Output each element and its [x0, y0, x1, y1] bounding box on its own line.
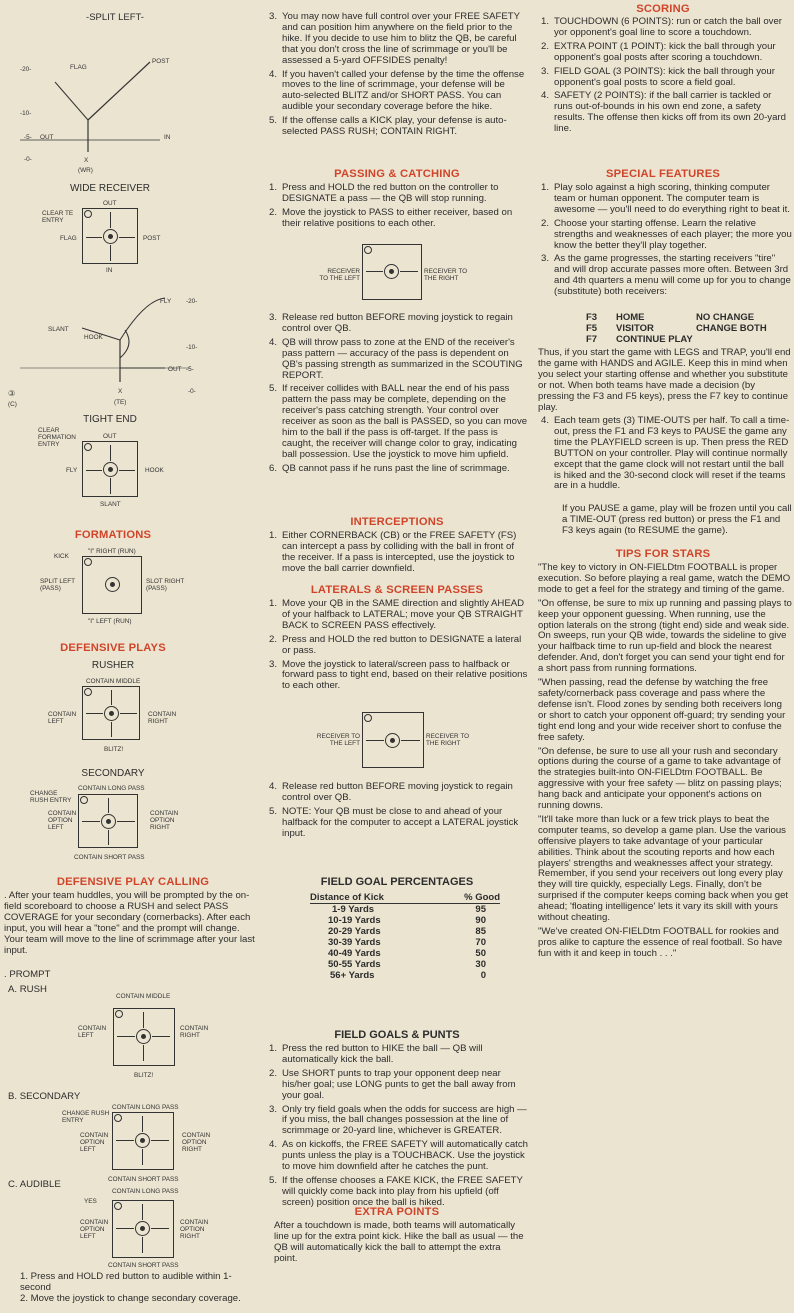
te-mark-10: -10- [186, 344, 198, 351]
passing-catching-heading: PASSING & CATCHING [334, 168, 460, 180]
sec-left-label: CONTAIN OPTION LEFT [48, 810, 77, 831]
te-mark-5: -5- [186, 366, 194, 373]
prompt-rush-circle-icon [115, 1010, 123, 1018]
rush-right-label: CONTAIN RIGHT [148, 711, 177, 725]
center-label: (C) [8, 401, 17, 408]
prompt-sec-bottom: CONTAIN SHORT PASS [108, 1176, 179, 1183]
tip-paragraph: "On defense, be sure to use all your rush and secondary options during the course of a game to take advantage of the strategies built-into ON-FIELDtm FOOTBALL. Be aggressive with your free safety — blitz on passing plays; hang back and anticipate your opponent's actions on running downs. [538, 745, 782, 812]
table-row: 40-49 Yards 50 [328, 948, 486, 959]
tip-paragraph: "It'll take more than luck or a few trick plays to beat the computer teams, so develop a game plan. Use the various offensive players to take advantage of your particular abilities. Think about the scouting reports and how each players' strengths and weaknesses affect your strategy. Remember, if you send your receivers out long every play they will tire quickly, especially Legs. Finally, don't be surprised if the computer keeps coming back when you get ahead; 'floating intelligence' lets it vary its skill with yours without cheating. [538, 813, 789, 924]
dpc-text: . After your team huddles, you will be prompted by the on-field scoreboard to choose a RUSH and select PASS COVERAGE for your secondary (cornerbacks). After each input, you will hear a "tone" and the prompt will change. Your team will move to the line of scrimmage after your last input. [4, 890, 255, 956]
prompt-sec-change: CHANGE RUSH ENTRY [62, 1110, 110, 1124]
rusher-title: RUSHER [91, 660, 135, 671]
prompt-rush-right: CONTAIN RIGHT [180, 1025, 209, 1039]
interceptions-list [266, 531, 528, 578]
list-item: 2. Use SHORT punts to trap your opponent deep near his/her goal; use LONG punts to get the ball away from your goal. [269, 1067, 516, 1101]
prompt-sec-player-icon [135, 1133, 150, 1148]
sec-change-label: CHANGE RUSH ENTRY [30, 790, 72, 804]
te-box-out: OUT [103, 433, 117, 440]
player-position-icon [103, 229, 118, 244]
tips-body [538, 563, 792, 963]
audible-step-1: 1. Press and HOLD red button to audible within 1-second [20, 1271, 232, 1293]
route-x-label: X [84, 157, 89, 164]
table-row: 1-9 Yards 95 [332, 904, 486, 915]
aud-top: CONTAIN LONG PASS [112, 1188, 179, 1195]
list-item: 1. Either CORNERBACK (CB) or the FREE SAFETY (FS) can intercept a pass by colliding with the ball in front of the receiver. If a pass is intercepted, use the joystick to move the ball carrier downfield. [269, 530, 517, 574]
sec-top-label: CONTAIN LONG PASS [78, 785, 145, 792]
te-player-icon [103, 462, 118, 477]
recv-left-label: RECEIVER TO THE LEFT [319, 268, 360, 282]
table-row: F5 VISITOR CHANGE BOTH [586, 323, 767, 334]
prompt-sec-circle-icon [114, 1114, 122, 1122]
table-row: F3 HOME NO CHANGE [586, 312, 755, 323]
te-clear-label: CLEAR FORMATION ENTRY [38, 427, 76, 448]
rush-top-label: CONTAIN MIDDLE [86, 678, 141, 685]
rush-entry-circle-icon [84, 688, 92, 696]
tip-paragraph: "We've created ON-FIELDtm FOOTBALL for rookies and pros alike to capture the essence of real football. So have fun with it and keep in touch . . ." [538, 926, 783, 959]
form-i-right-label: "I" RIGHT (RUN) [88, 548, 136, 555]
form-kick-label: KICK [54, 553, 69, 560]
sec-bottom-label: CONTAIN SHORT PASS [74, 854, 145, 861]
rush-left-label: CONTAIN LEFT [48, 711, 77, 725]
table-row: 56+ Yards 0 [330, 970, 486, 981]
mark-5: -5- [24, 134, 32, 141]
list-item: 6. QB cannot pass if he runs past the line of scrimmage. [269, 462, 510, 474]
defense-steps-list [266, 12, 528, 141]
route-flag-label: FLAG [70, 64, 87, 71]
tip-paragraph: "The key to victory in ON-FIELDtm FOOTBALL is proper execution. So before playing a real game, watch the DEMO mode to get a feel for the strategy and timing of the game. [538, 562, 791, 595]
scoring-heading: SCORING [636, 3, 690, 15]
te-slant-label: SLANT [48, 326, 69, 333]
form-split-left-label: SPLIT LEFT (PASS) [40, 578, 75, 592]
list-item: 4. Each team gets (3) TIME-OUTS per half. To call a time-out, press the F1 and F3 keys to PAUSE the game any time the PLAYFIELD screen is up. Then press the RED BUTTON on your controller. Play will continue normally except that the game clock will not restart until the ball is hiked and the 30-second clock will reset if the teams are in a huddle. [541, 415, 790, 492]
prompt-rush-bottom: BLITZ! [134, 1072, 154, 1079]
list-item: 4. If you haven't called your defense by the time the offense moves to the line of scrimmage, your defense will be auto-selected BLITZ and/or SHORT PASS. You can audible your secondary coverage before the hike. [269, 68, 525, 113]
defensive-play-calling-heading: DEFENSIVE PLAY CALLING [56, 876, 210, 888]
defensive-plays-heading: DEFENSIVE PLAYS [60, 642, 166, 654]
c-audible-label: C. AUDIBLE [8, 1179, 61, 1190]
wr-post-label: POST [143, 235, 161, 242]
table-row: F7 CONTINUE PLAY [586, 334, 693, 345]
recv2-circle-icon [364, 714, 372, 722]
list-item: 1. Press and HOLD the red button on the controller to DESIGNATE a pass — the QB will stop running. [269, 182, 499, 204]
wr-in-label: IN [106, 267, 113, 274]
list-item: 1. Play solo against a high scoring, thinking computer team or human opponent. The computer team is awesome — you'll need to do everything right to beat it. [541, 182, 790, 215]
special-list-4 [538, 416, 792, 495]
function-keys-table [586, 312, 786, 345]
wr-flag-label: FLAG [60, 235, 77, 242]
center-symbol: ③ [8, 389, 16, 398]
route-post-label: POST [152, 58, 170, 65]
te-te-label: (TE) [114, 399, 127, 406]
wr-clear-label: CLEAR TE ENTRY [42, 210, 74, 224]
b-secondary-label: B. SECONDARY [8, 1091, 81, 1102]
mark-10: -10- [20, 110, 32, 117]
list-item: 2. Choose your starting offense. Learn the relative strengths and weaknesses of each player; the more you know the better they'll play together. [541, 217, 792, 251]
te-mark-0: -0- [188, 388, 196, 395]
te-fly-label: FLY [160, 298, 172, 305]
list-item: 4. QB will throw pass to zone at the END of the receiver's pass pattern — accuracy of the pass is dependent on QB's passing strength as summarized in the SCOUTING REPORT. [269, 336, 523, 381]
prompt-rush-left: CONTAIN LEFT [78, 1025, 107, 1039]
interceptions-heading: INTERCEPTIONS [350, 516, 444, 528]
list-item: 2. Press and HOLD the red button to DESIGNATE a lateral or pass. [269, 633, 522, 656]
table-row: 50-55 Yards 30 [328, 959, 486, 970]
qb2-position-icon [385, 733, 400, 748]
list-item: 4. As on kickoffs, the FREE SAFETY will automatically catch punts unless the play is a TOUCHBACK. Use the joystick to move him downfield after he catches the punt. [269, 1139, 528, 1173]
tip-paragraph: "On offense, be sure to mix up running and passing plays to keep your opponent guessing. When running, use the option laterals on the strong (tight end) side and weak side. On sweeps, run your QB wide, towards the sideline to give your halfback time to run up-field and block the nearest defender. And, don't forget you can send your tight end for a short pass from running formations. [538, 597, 792, 675]
extra-points-text: After a touchdown is made, both teams will automatically line up for the extra point kick. Hike the ball as usual — the QB will automatically kick the ball to attempt the extra point. [274, 1220, 524, 1264]
aud-bottom: CONTAIN SHORT PASS [108, 1262, 179, 1269]
scoring-list [538, 17, 792, 138]
list-item: 1. Press the red button to HIKE the ball — QB will automatically kick the ball. [269, 1043, 483, 1065]
rush-bottom-label: BLITZ! [104, 746, 124, 753]
entry-circle-icon [84, 210, 92, 218]
special-list [538, 183, 792, 301]
mark-0: -0- [24, 156, 32, 163]
table-row: 20-29 Yards 85 [328, 926, 486, 937]
tip-paragraph: "When passing, read the defense by watching the free safety/cornerback pass coverage and pass where the defense isn't. Flood zones by sending both receivers long or short to catch your opponent off-guard; try sending your tight end long and your wide receiver short to confuse the free safety. [538, 677, 786, 743]
te-hook-label: HOOK [84, 334, 103, 341]
fg-percentages-title: FIELD GOAL PERCENTAGES [320, 876, 474, 888]
form-player-icon [105, 577, 120, 592]
prompt-sec-right: CONTAIN OPTION RIGHT [182, 1132, 211, 1153]
list-item: 5. If the offense chooses a FAKE KICK, the FREE SAFETY will quickly come back into play from his upfield (off screen) position once the ball is hiked. [269, 1174, 523, 1208]
table-row: 10-19 Yards 90 [328, 915, 486, 926]
sec-entry-circle-icon [80, 796, 88, 804]
audible-step-2: 2. Move the joystick to change secondary coverage. [20, 1293, 241, 1304]
tips-heading: TIPS FOR STARS [615, 548, 711, 560]
list-item: 2. EXTRA POINT (1 POINT): kick the ball through your opponent's goal posts after scoring a touchdown. [541, 40, 776, 63]
laterals-list-1 [266, 599, 528, 695]
prompt-sec-top: CONTAIN LONG PASS [112, 1104, 179, 1111]
extra-points-heading: EXTRA POINTS [354, 1206, 440, 1218]
recv-right-label: RECEIVER TO THE RIGHT [424, 268, 468, 282]
list-item: 1. Move your QB in the SAME direction and slightly AHEAD of your halfback to LATERAL; move your QB STRAIGHT BACK to SCREEN PASS effectively. [269, 598, 525, 631]
qb-position-icon [384, 264, 399, 279]
aud-player-icon [135, 1221, 150, 1236]
route-in-label: IN [164, 134, 171, 141]
recv-circle-icon [364, 246, 372, 254]
prompt-label: . PROMPT [4, 969, 51, 980]
secondary-title: SECONDARY [81, 768, 145, 779]
list-item: 2. Move the joystick to PASS to either receiver, based on their relative positions to each other. [269, 206, 513, 229]
split-left-title: -SPLIT LEFT- [86, 12, 144, 23]
prompt-sec-left: CONTAIN OPTION LEFT [80, 1132, 109, 1153]
table-row: 30-39 Yards 70 [328, 937, 486, 948]
fg-head-good: % Good [464, 892, 500, 903]
fg-head-distance: Distance of Kick [310, 892, 384, 903]
list-item: 3. Release red button BEFORE moving joystick to regain control over QB. [269, 312, 513, 334]
list-item: 3. You may now have full control over your FREE SAFETY and can position him anywhere on the field prior to the hike. If you decide to use him to blitz the QB, be careful that you don't cross the line of scrimmage or you'll be assessed a 5-yard OFFSIDES penalty! [269, 11, 520, 66]
aud-circle-icon [114, 1202, 122, 1210]
passing-list-1 [266, 183, 528, 233]
formations-heading: FORMATIONS [74, 529, 152, 541]
route-out-label: OUT [40, 134, 54, 141]
passing-list-2 [266, 313, 528, 478]
sec-player-icon [101, 814, 116, 829]
list-item: 5. If receiver collides with BALL near the end of his pass pattern the pass may be complete, depending on the receiver's pass catching strength. Your control over receiver as soon as the ball is PASSED, so you can move him to the ball if the pass is off-target. If the pass is caught, the receiver will change color to gray, indicating ball possession. Use the joystick to move him upfield. [269, 383, 528, 460]
te-box-fly: FLY [66, 467, 78, 474]
list-item: 5. NOTE: Your QB must be close to and ahead of your halfback for the computer to accept a LATERAL joystick input. [269, 805, 519, 839]
sec-right-label: CONTAIN OPTION RIGHT [150, 810, 179, 831]
route-wr-label: (WR) [78, 167, 93, 174]
te-box-hook: HOOK [145, 467, 164, 474]
aud-right: CONTAIN OPTION RIGHT [180, 1219, 209, 1240]
fg-punts-list [266, 1044, 528, 1212]
te-mark-20: -20- [186, 298, 198, 305]
prompt-rush-player-icon [136, 1029, 151, 1044]
list-item: 3. Only try field goals when the odds for success are high — if you miss, the ball changes possession at the line of scrimmage or 20-yard line, whichever is GREATER. [269, 1103, 527, 1137]
form-slot-right-label: SLOT RIGHT (PASS) [146, 578, 185, 592]
pause-paragraph: If you PAUSE a game, play will be frozen until you call a TIME-OUT (press red button) or press the F1 and F3 keys again (to RESUME the game). [562, 503, 792, 536]
list-item: 3. FIELD GOAL (3 POINTS): kick the ball through your opponent's goal posts to score a field goal. [541, 65, 775, 88]
wide-receiver-title: WIDE RECEIVER [69, 183, 150, 194]
route-lines [0, 0, 262, 180]
te-box-slant: SLANT [100, 501, 121, 508]
aud-yes: YES [84, 1198, 97, 1205]
recv2-left-label: RECEIVER TO THE LEFT [316, 733, 360, 747]
laterals-list-2 [266, 782, 528, 843]
list-item: 5. If the offense calls a KICK play, your defense is auto-selected PASS RUSH; CONTAIN RIGHT. [269, 115, 507, 138]
te-x-label: X [118, 388, 123, 395]
list-item: 3. As the game progresses, the starting receivers "tire" and will drop accurate passes more often. Between 3rd and 4th quarters a menu will come up for you to change (substitute) both receivers: [541, 253, 791, 298]
list-item: 3. Move the joystick to lateral/screen pass to halfback or forward pass to tight end, based on their relative positions to each other. [269, 658, 528, 692]
fg-table [310, 892, 500, 981]
form-entry-circle-icon [84, 558, 92, 566]
te-out-label: OUT [168, 366, 182, 373]
prompt-rush-top: CONTAIN MIDDLE [116, 993, 171, 1000]
laterals-heading: LATERALS & SCREEN PASSES [310, 584, 484, 596]
aud-left: CONTAIN OPTION LEFT [80, 1219, 109, 1240]
te-entry-circle-icon [84, 443, 92, 451]
wr-out-label: OUT [103, 200, 117, 207]
thus-paragraph: Thus, if you start the game with LEGS and TRAP, you'll end the game with HANDS and AGILE. Keep this in mind when you select your starting offense and whether you substitute or not. When both teams have made a decision (by pressing the F3 and F5 keys), press the F7 key to continue play. [538, 347, 791, 413]
form-i-left-label: "I" LEFT (RUN) [88, 618, 132, 625]
rush-player-icon [104, 706, 119, 721]
fg-punts-title: FIELD GOALS & PUNTS [334, 1029, 460, 1041]
recv2-right-label: RECEIVER TO THE RIGHT [426, 733, 470, 747]
list-item: 4. SAFETY (2 POINTS): if the ball carrier is tackled or runs out-of-bounds in his own end zone, a safety results. The offense then kicks off from its own 20-yard line. [541, 90, 786, 135]
tight-end-title: TIGHT END [83, 414, 137, 425]
list-item: 1. TOUCHDOWN (6 POINTS): run or catch the ball over yor opponent's goal line to score a touchdown. [541, 16, 782, 38]
special-features-heading: SPECIAL FEATURES [605, 168, 721, 180]
list-item: 4. Release red button BEFORE moving joystick to regain control over QB. [269, 781, 513, 803]
rush-a-label: A. RUSH [8, 984, 47, 995]
te-route-lines [0, 280, 262, 400]
mark-20: -20- [20, 66, 32, 73]
